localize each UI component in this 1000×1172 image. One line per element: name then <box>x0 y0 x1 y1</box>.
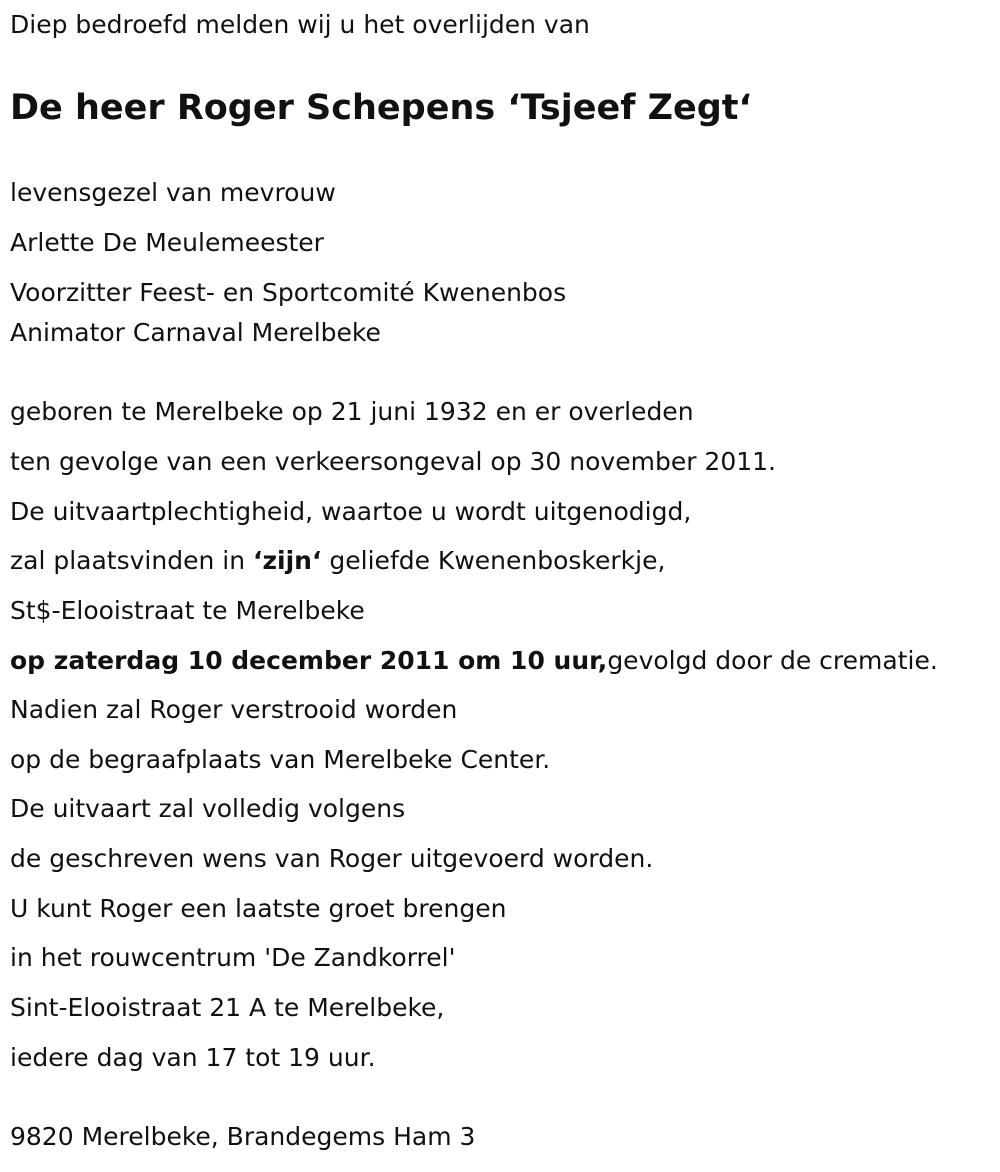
body-line-13: Sint-Elooistraat 21 A te Merelbeke, <box>10 993 445 1022</box>
body-line-14: iedere dag van 17 tot 19 uur. <box>10 1043 376 1072</box>
intro-text: Diep bedroefd melden wij u het overlijden van <box>10 10 590 39</box>
body-line-4-bold: ‘zijn‘ <box>252 546 322 575</box>
body-line-6 <box>10 646 938 676</box>
body-line-2: ten gevolge van een verkeersongeval op 30 november 2011. <box>10 447 777 476</box>
deceased-name: De heer Roger Schepens ‘Tsjeef Zegt‘ <box>10 88 752 128</box>
body-line-4 <box>10 546 665 576</box>
partner-line-1: levensgezel van mevrouw <box>10 178 336 207</box>
role-line-1: Voorzitter Feest- en Sportcomité Kwenenbos <box>10 278 567 307</box>
body-line-5: St$-Elooistraat te Merelbeke <box>10 596 365 625</box>
body-line-3: De uitvaartplechtigheid, waartoe u wordt uitgenodigd, <box>10 497 692 526</box>
body-line-4-pre: zal plaatsvinden in <box>10 546 253 575</box>
body-line-1: geboren te Merelbeke op 21 juni 1932 en er overleden <box>10 397 694 426</box>
body-line-9: De uitvaart zal volledig volgens <box>10 794 406 823</box>
body-line-6-post: gevolgd door de crematie. <box>607 646 938 675</box>
body-line-4-post: geliefde Kwenenboskerkje, <box>321 546 666 575</box>
address: 9820 Merelbeke, Brandegems Ham 3 <box>10 1122 476 1151</box>
partner-line-2: Arlette De Meulemeester <box>10 228 324 257</box>
role-line-2: Animator Carnaval Merelbeke <box>10 318 381 347</box>
body-line-8: op de begraafplaats van Merelbeke Center. <box>10 745 551 774</box>
body-line-11: U kunt Roger een laatste groet brengen <box>10 894 507 923</box>
ceremony-date: op zaterdag 10 december 2011 om 10 uur, <box>10 646 608 675</box>
body-line-12: in het rouwcentrum 'De Zandkorrel' <box>10 943 456 972</box>
body-line-10: de geschreven wens van Roger uitgevoerd worden. <box>10 844 654 873</box>
body-line-7: Nadien zal Roger verstrooid worden <box>10 695 458 724</box>
